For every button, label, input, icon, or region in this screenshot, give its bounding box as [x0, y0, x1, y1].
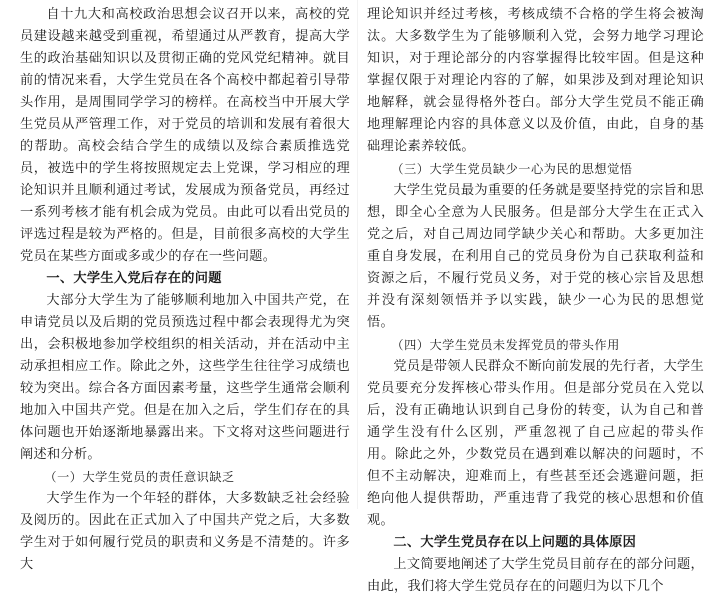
subsection-heading-1-1: （一）大学生党员的责任意识缺乏 — [44, 470, 235, 484]
section-1-paragraph: 大部分大学生为了能够顺利地加入中国共产党，在申请党员以及后期的党员预选过程中都会表现得尤为突出，会积极地参加学校组织的相关活动，并在活动中主动承担相应工作。除此之外，这些学生往往学习成绩也较为突出。综合各方面因素考量，这些学生通常会顺利地加入中国共产党。但是在加入之后，学生们存在的具体问题也开始逐渐地暴露出来。下文将对这些问题进行阐述和分析。 — [20, 293, 350, 462]
subsection-1-3-paragraph: 大学生党员最为重要的任务就是要坚持党的宗旨和思想，即全心全意为人民服务。但是部分大学生在正式入党之后，对自己周边同学缺少关心和帮助。大多更加注重自身发展，在利用自己的党员身份为自己获取利益和资源之后，不履行党员义务，对于党的核心宗旨及思想并没有深刻领悟并予以实践，缺少一心为民的思想觉悟。 — [367, 183, 704, 330]
subsection-heading-1-4: （四）大学生党员未发挥党员的带头作用 — [391, 338, 620, 352]
section-heading-1: 一、大学生入党后存在的问题 — [46, 271, 222, 286]
continued-paragraph: 理论知识并经过考核，考核成绩不合格的学生将会被淘汰。大多数学生为了能够顺利入党，会努力地学习理论知识，对于理论部分的内容掌握得比较牢固。但是这种掌握仅限于对理论内容的了解，如果涉及到对理论知识地解释，就会显得格外苍白。部分大学生党员不能正确地理解理论内容的具体意义以及价值，由此，自身的基础理论素养较低。 — [367, 7, 704, 154]
column-divider — [357, 0, 358, 509]
intro-paragraph: 自十九大和高校政治思想会议召开以来，高校的党员建设越来越受到重视，希望通过从严教育，提高大学生的政治基础知识以及贯彻正确的党风党纪精神。就目前的情况来看，大学生党员在各个高校中都起着引导带头作用，是周围同学学习的榜样。在高校当中开展大学生党员从严管理工作，对于党员的培训和发展有着很大的帮助。高校会结合学生的成绩以及综合素质推选党员，被选中的学生将按照规定去上党课，学习相应的理论知识并且顺利通过考试，发展成为预备党员，再经过一系列考核才能有机会成为党员。由此可以看出党员的评选过程是较为严格的。但是，目前很多高校的大学生党员在某些方面或多或少的存在一些问题。 — [20, 7, 350, 264]
section-2-paragraph: 上文简要地阐述了大学生党员目前存在的部分问题，由此，我们将大学生党员存在的问题归为以下几个 — [367, 557, 704, 594]
left-column — [20, 4, 350, 576]
subsection-heading-1-3: （三）大学生党员缺少一心为民的思想觉悟 — [391, 162, 633, 176]
subsection-1-4-paragraph: 党员是带领人民群众不断向前发展的先行者，大学生党员要充分发挥核心带头作用。但是部分党员在入党以后，没有正确地认识到自己身份的转变，认为自己和普通学生没有什么区别，严重忽视了自己应起的带头作用。除此之外，少数党员在遇到难以解决的问题时，不但不主动解决，迎难而上，有些甚至还会逃避问题，拒绝向他人提供帮助，严重违背了我党的核心思想和价值观。 — [367, 359, 704, 528]
section-heading-2: 二、大学生党员存在以上问题的具体原因 — [393, 535, 637, 550]
subsection-1-1-paragraph: 大学生作为一个年轻的群体，大多数缺乏社会经验及阅历的。因此在正式加入了中国共产党之后，大多数学生对于如何履行党员的职责和义务是不清楚的。许多大 — [20, 491, 350, 572]
